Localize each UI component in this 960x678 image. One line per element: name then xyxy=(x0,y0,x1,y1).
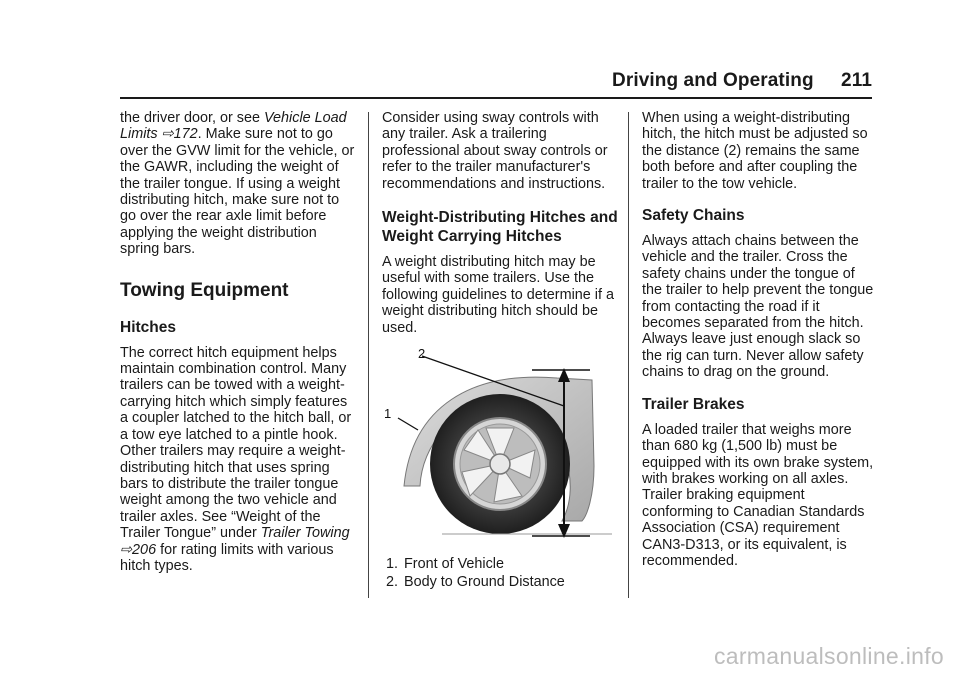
caption-item: 2. Body to Ground Distance xyxy=(386,574,565,591)
column-divider xyxy=(628,112,629,598)
paragraph: Always attach chains between the vehicle and the trailer. Cross the safety chains under the tongue of the trailer to help prevent the tongue from contacting the road if it becomes separated from the hitch. Always leave just enough slack so the rig can turn. Never allow safety chains to drag on the ground. xyxy=(642,233,874,381)
column-1 xyxy=(120,110,356,584)
column-3 xyxy=(642,110,878,579)
paragraph: A loaded trailer that weighs more than 680 kg (1,500 lb) must be equipped with its own brake system, with brakes working on all axles. Trailer braking equipment conforming to Canadian Standards Association (CSA) requirement CAN3-D313, or its equivalent, is recommended. xyxy=(642,421,874,569)
wheel-illustration xyxy=(382,346,618,546)
callout-2: 2 xyxy=(418,346,426,362)
page-reference[interactable]: ⇨206 xyxy=(120,541,157,558)
callout-1: 1 xyxy=(384,406,392,422)
paragraph: The correct hitch equipment helps maintain combination control. Many trailers can be towed with a weight-carrying hitch which simply features a coupler latched to the hitch ball, or a tow eye latched to a pintle hook. Other trailers may require a weight-distributing hitch that uses spring bars to distribute the trailer tongue weight among the two vehicle and trailer axles. See “Weight of the Trailer Tongue” under Trailer Towing ⇨206 for rating limits with various hitch types. xyxy=(120,344,352,574)
hub xyxy=(490,454,510,474)
paragraph: Consider using sway controls with any trailer. Ask a trailering professional about sway controls or refer to the trailer manufacturer's recommendations and instructions. xyxy=(382,110,608,192)
section-title: Driving and Operating xyxy=(612,70,814,91)
wheel-figure xyxy=(382,346,618,546)
caption-item: 1. Front of Vehicle xyxy=(386,556,504,573)
paragraph: the driver door, or see Vehicle Load Limits ⇨172. Make sure not to go over the GVW limit for the vehicle, or the GAWR, including the weight of the trailer tongue. If using a weight distributing hitch, make sure not to go over the rear axle limit before applying the weight distribution spring bars. xyxy=(120,110,355,258)
cross-reference-link[interactable]: Vehicle Load Limits xyxy=(120,110,347,143)
paragraph: When using a weight-distributing hitch, the hitch must be adjusted so the distance (2) remains the same both before and after coupling the trailer to the tow vehicle. xyxy=(642,110,868,192)
column-2 xyxy=(382,110,618,593)
subsection-heading: Trailer Brakes xyxy=(642,395,745,413)
page-reference[interactable]: ⇨172 xyxy=(161,126,198,143)
page-number: 211 xyxy=(841,70,872,91)
cross-reference-link[interactable]: Trailer Towing xyxy=(260,525,350,542)
paragraph: A weight distributing hitch may be useful with some trailers. Use the following guidelines to determine if a weight distributing hitch should be used. xyxy=(382,254,614,336)
section-heading: Towing Equipment xyxy=(120,279,289,301)
column-divider xyxy=(368,112,369,598)
subsection-heading: Safety Chains xyxy=(642,207,745,225)
page-header xyxy=(612,70,872,92)
figure-captions xyxy=(382,556,618,591)
header-rule xyxy=(120,97,872,99)
subsection-heading: Hitches xyxy=(120,318,176,336)
watermark: carmanualsonline.info xyxy=(713,643,944,669)
subsection-heading: Weight-Distributing Hitches and Weight Carrying Hitches xyxy=(382,209,618,246)
